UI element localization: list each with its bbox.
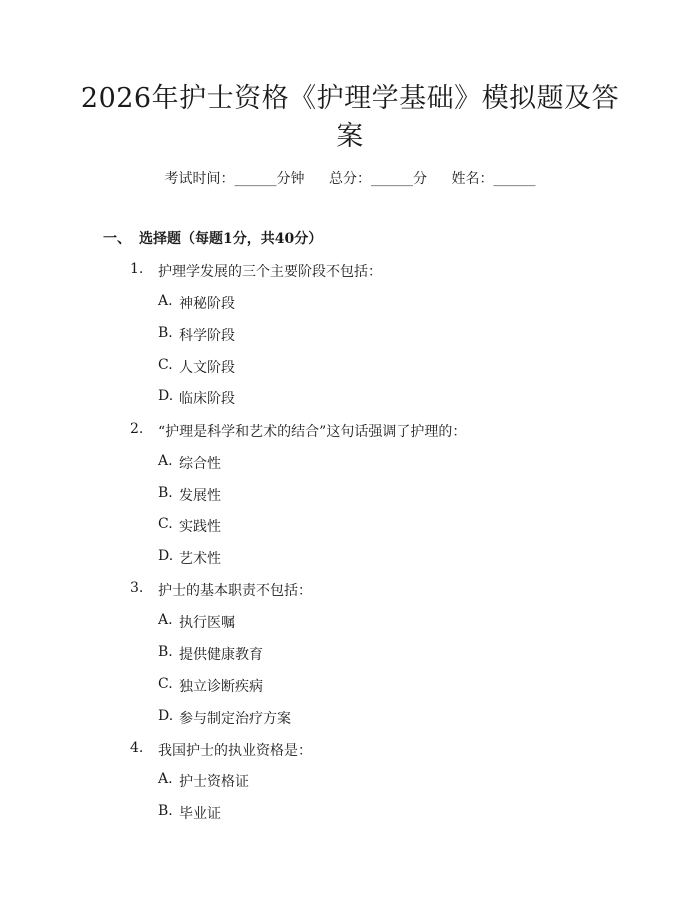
option-letter: D. [158, 708, 174, 724]
option-text: 临床阶段 [179, 391, 235, 407]
option-letter: A. [158, 293, 173, 309]
question-text: 我国护士的执业资格是： [158, 743, 312, 759]
exam-info-row [0, 168, 700, 188]
question-text: 护士的基本职责不包括： [158, 583, 312, 599]
question-number: 3. [130, 580, 144, 596]
option-text: 实践性 [179, 519, 221, 535]
option-text: 提供健康教育 [179, 647, 263, 663]
option-text: 毕业证 [179, 806, 221, 822]
option-letter: A. [158, 771, 173, 787]
option-letter: B. [158, 644, 173, 660]
question-text: “护理是科学和艺术的结合”这句话强调了护理的： [158, 424, 467, 440]
question-number: 2. [130, 421, 144, 437]
option-letter: D. [158, 548, 174, 564]
option-letter: B. [158, 325, 173, 341]
option-text: 科学阶段 [179, 328, 235, 344]
option-text: 艺术性 [179, 551, 221, 567]
section-heading [103, 228, 322, 248]
option-text: 神秘阶段 [179, 296, 235, 312]
option-letter: C. [158, 357, 173, 373]
option-letter: A. [158, 453, 173, 469]
exam-time-field: 考试时间：______分钟 [164, 171, 305, 187]
option-text: 护士资格证 [179, 774, 249, 790]
option-text: 执行医嘱 [179, 615, 235, 631]
question-number: 4. [130, 740, 144, 756]
option-text: 人文阶段 [179, 360, 235, 376]
question-text: 护理学发展的三个主要阶段不包括： [158, 264, 382, 280]
question-number: 1. [130, 261, 144, 277]
option-text: 独立诊断疾病 [179, 679, 263, 695]
name-field: 姓名：______ [451, 171, 536, 187]
section-title: 选择题（每题1分，共40分） [139, 231, 323, 247]
option-letter: C. [158, 676, 173, 692]
option-letter: C. [158, 516, 173, 532]
option-letter: D. [158, 388, 174, 404]
total-score-field: 总分：______分 [329, 171, 427, 187]
document-title: 2026年护士资格《护理学基础》模拟题及答案 [80, 83, 620, 152]
option-letter: B. [158, 485, 173, 501]
option-text: 综合性 [179, 456, 221, 472]
option-text: 参与制定治疗方案 [179, 711, 291, 727]
option-letter: B. [158, 803, 173, 819]
option-letter: A. [158, 612, 173, 628]
option-text: 发展性 [179, 488, 221, 504]
section-number: 一、 [103, 231, 131, 247]
